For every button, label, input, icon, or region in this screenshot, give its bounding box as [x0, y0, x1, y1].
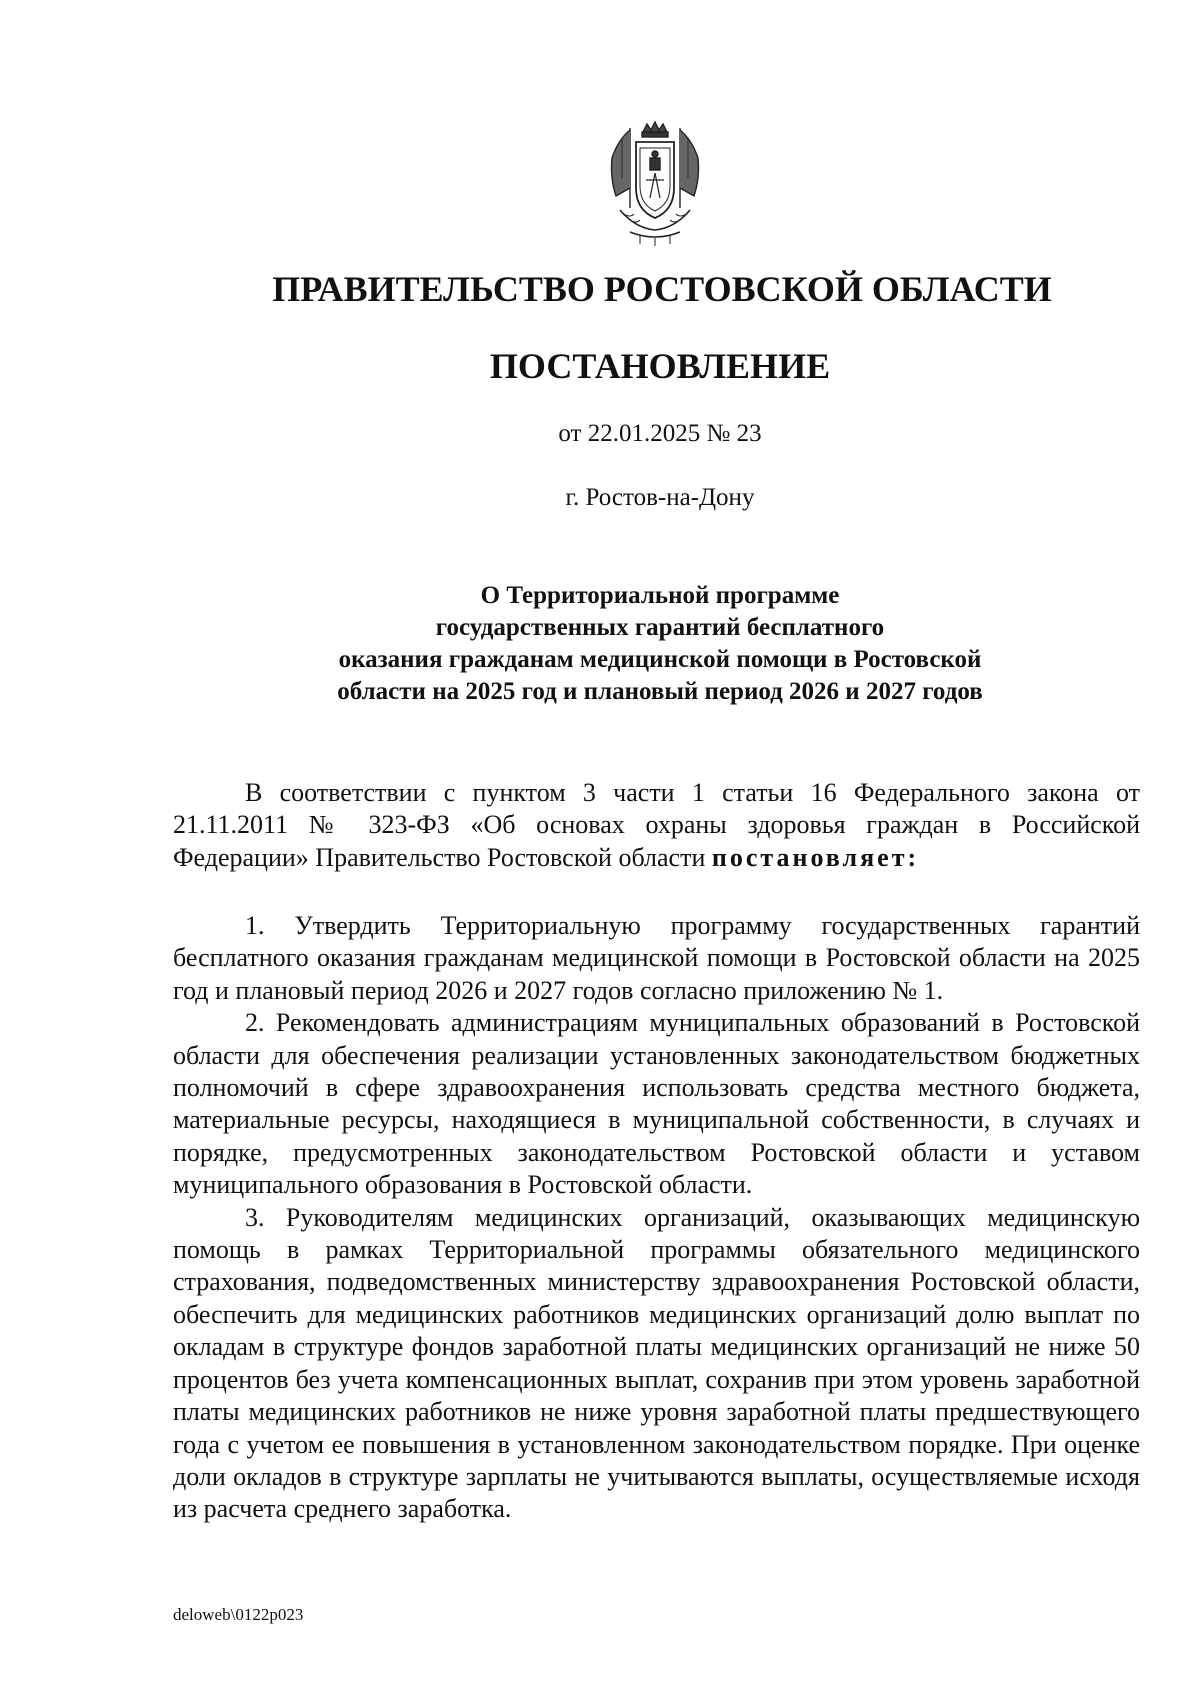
coat-of-arms-icon — [600, 118, 710, 248]
subject-line: области на 2025 год и плановый период 2026 и 2027 годов — [337, 678, 983, 705]
document-code: deloweb\0122p023 — [173, 1605, 304, 1624]
decision-word: постановляет: — [711, 842, 920, 872]
preamble — [173, 777, 1140, 874]
organization-title: ПРАВИТЕЛЬСТВО РОСТОВСКОЙ ОБЛАСТИ — [272, 269, 1052, 309]
preamble-text: В соответствии с пунктом 3 части 1 статьи 16 Федерального закона от 21.11.2011 № 323-ФЗ «Об основах охраны здоровья граждан в Российской Федерации» Правительство Ростовской области — [173, 778, 1140, 872]
document-city: г. Ростов-на-Дону — [565, 484, 755, 511]
subject-line: О Территориальной программе — [480, 582, 840, 609]
resolution-item-2: 2. Рекомендовать администрациям муниципальных образований в Ростовской области для обеспечения реализации установленных законодательством бюджетных полномочий в сфере здравоохранения использовать средства местного бюджета, материальные ресурсы, находящиеся в муниципальной собственности, в случаях и порядке, предусмотренных законодательством Ростовской области и уставом муниципального образования в Ростовской области. — [173, 1008, 1140, 1200]
document-date-number: от 22.01.2025 № 23 — [558, 420, 762, 447]
document-type: ПОСТАНОВЛЕНИЕ — [489, 346, 831, 386]
subject-line: оказания гражданам медицинской помощи в Ростовской — [338, 646, 982, 673]
resolution-items — [173, 910, 1140, 1526]
resolution-item-1: 1. Утвердить Территориальную программу государственных гарантий бесплатного оказания гражданам медицинской помощи в Ростовской области на 2025 год и плановый период 2026 и 2027 годов согласно приложению № 1. — [173, 911, 1140, 1005]
subject-line: государственных гарантий бесплатного — [435, 614, 885, 641]
document-subject — [0, 580, 1200, 708]
resolution-item-3: 3. Руководителям медицинских организаций, оказывающих медицинскую помощь в рамках Территориальной программы обязательного медицинского страхования, подведомственных министерству здравоохранения Ростовской области, обеспечить для медицинских работников медицинских организаций долю выплат по окладам в структуре фондов заработной платы медицинских организаций не ниже 50 процентов без учета компенсационных выплат, сохранив при этом уровень заработной платы медицинских работников не ниже уровня заработной платы предшествующего года с учетом ее повышения в установленном законодательством порядке. При оценке доли окладов в структуре зарплаты не учитываются выплаты, осуществляемые исходя из расчета среднего заработка. — [173, 1202, 1140, 1524]
preamble-paragraph — [173, 777, 1140, 874]
